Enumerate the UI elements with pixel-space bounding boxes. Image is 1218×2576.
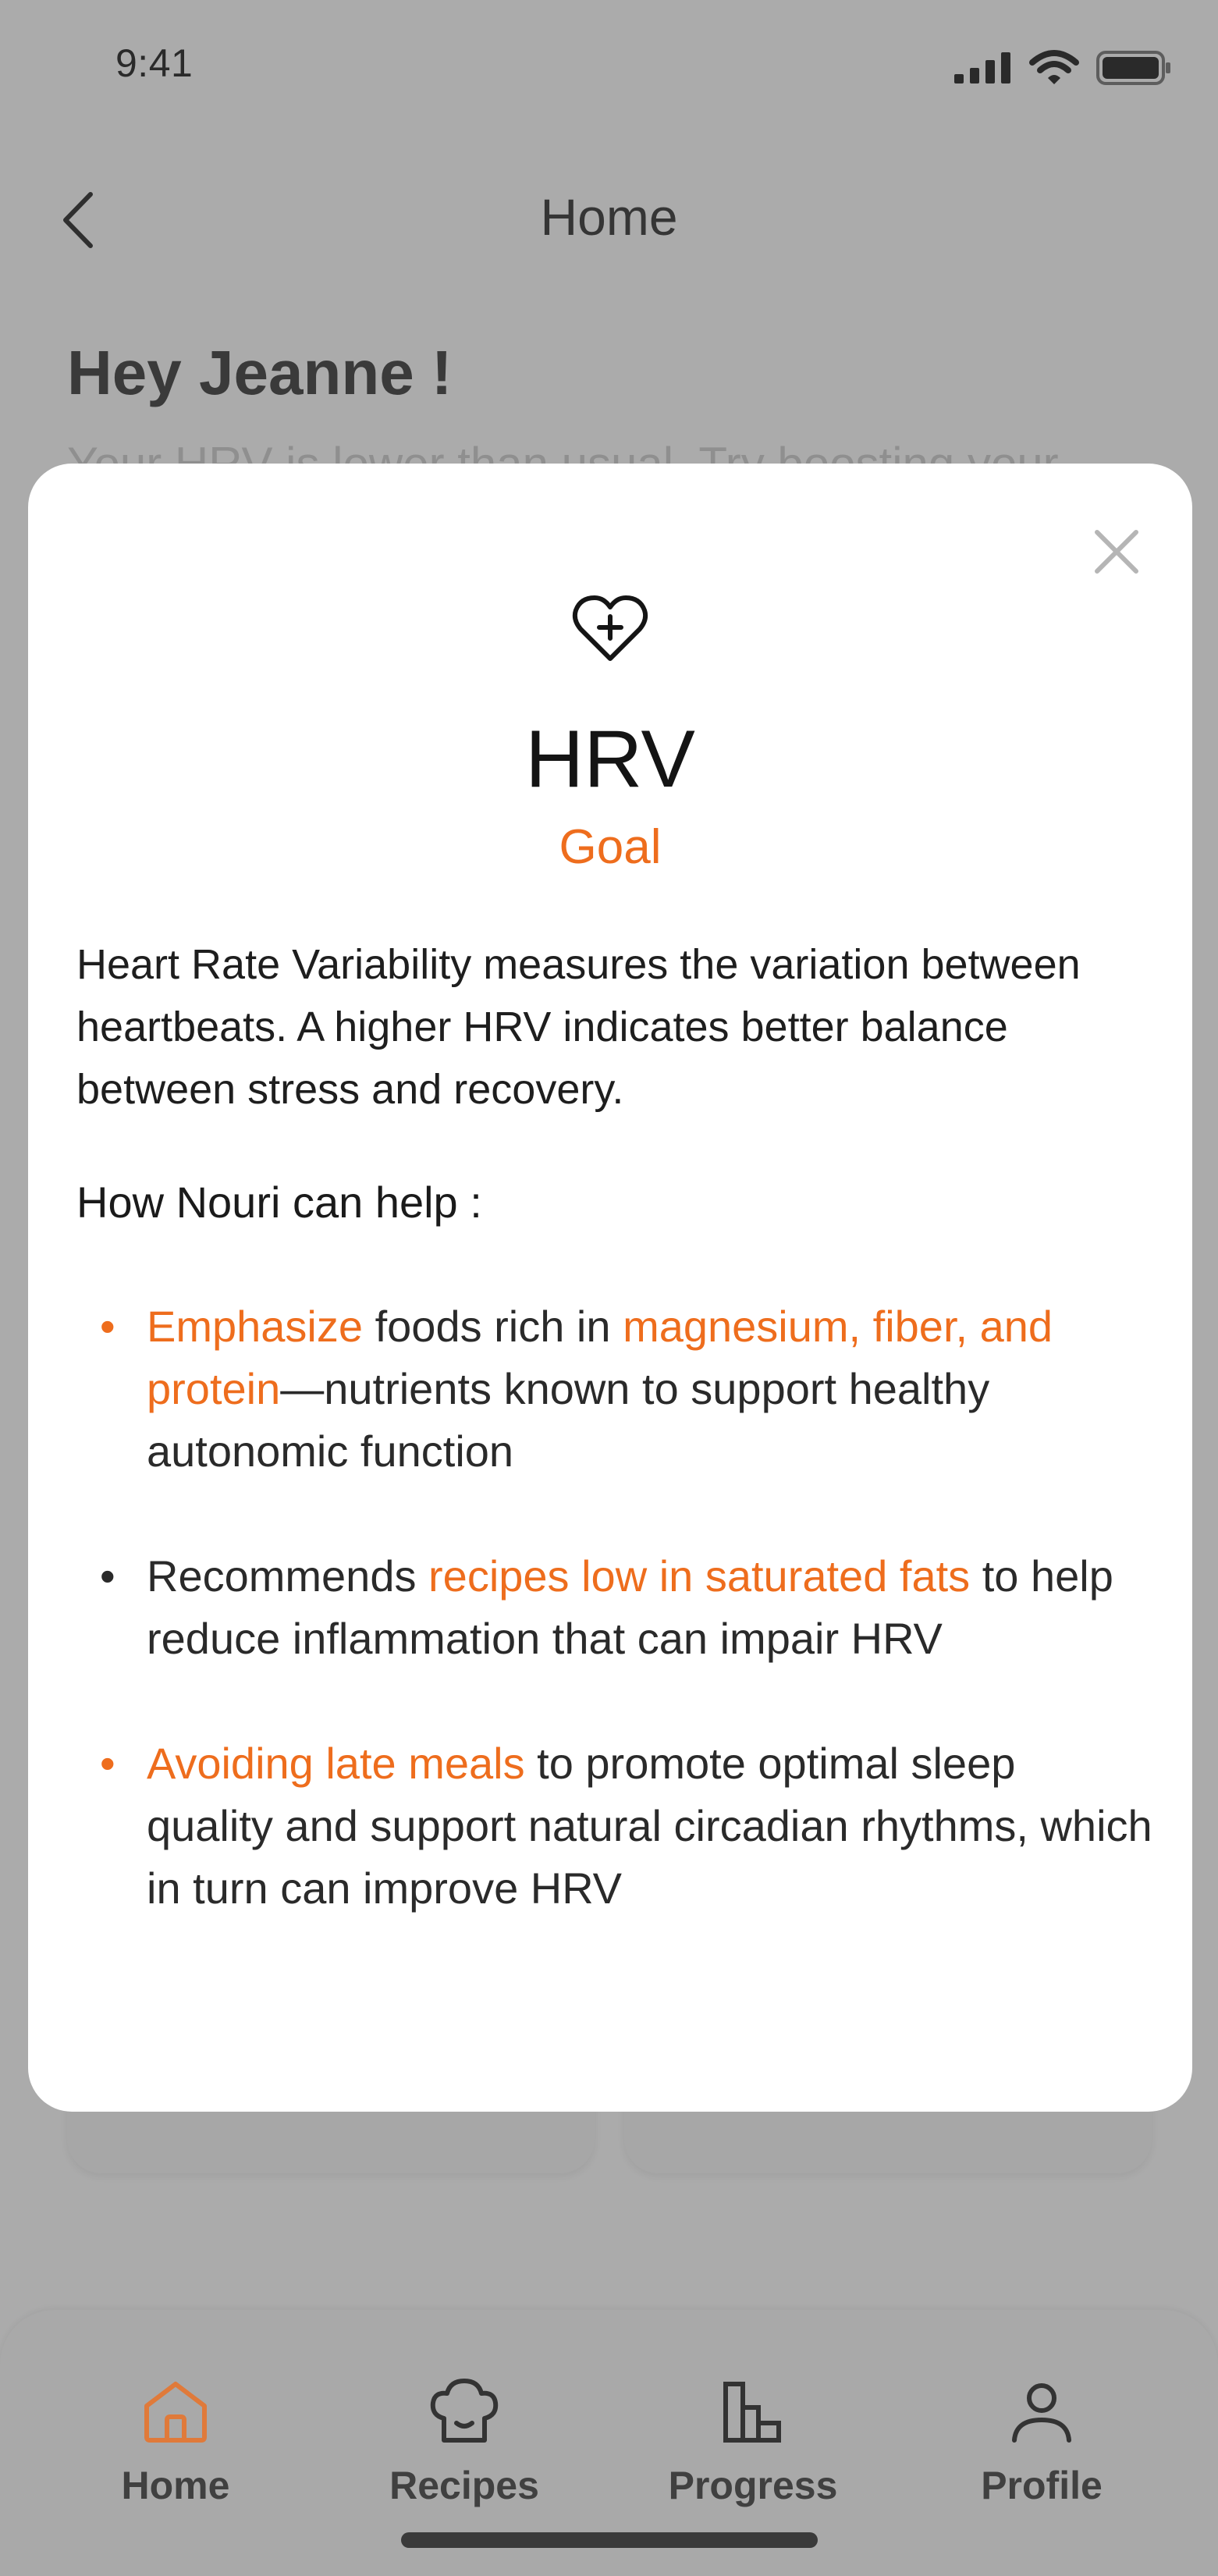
bullet-dot: •: [100, 1739, 115, 1788]
battery-icon: [1096, 51, 1171, 85]
bullet-dot: •: [100, 1551, 115, 1601]
hrv-description: Heart Rate Variability measures the variation between heartbeats. A higher HRV indicates better balance between stress and recovery.: [76, 941, 1081, 1113]
help-list: [76, 1295, 1153, 1982]
tab-profile[interactable]: [925, 2372, 1159, 2508]
tab-recipes[interactable]: [347, 2372, 581, 2508]
tab-label: Progress: [668, 2464, 838, 2507]
status-icons: [954, 50, 1171, 86]
tab-label: Recipes: [389, 2464, 539, 2507]
modal-title: HRV: [525, 714, 695, 805]
greeting: Hey Jeanne !: [67, 338, 453, 407]
modal-subtitle: Goal: [559, 820, 662, 874]
help-heading: How Nouri can help :: [76, 1178, 482, 1227]
hrv-info-modal: [28, 464, 1192, 2112]
list-item: • Recommends recipes low in saturated fats to help reduce inflammation that can impair HRV: [76, 1545, 1153, 1670]
back-button[interactable]: [55, 187, 101, 253]
page-title: Home: [540, 188, 678, 246]
bar-chart-icon: [714, 2372, 792, 2450]
bullet-dot: •: [100, 1302, 115, 1351]
home-icon: [137, 2372, 215, 2450]
heart-plus-icon: [28, 593, 1192, 665]
tab-label: Profile: [981, 2464, 1103, 2507]
close-icon: [1094, 529, 1139, 574]
wifi-icon: [1029, 50, 1079, 86]
cellular-signal-icon: [954, 52, 1012, 83]
status-time: 9:41: [115, 41, 194, 85]
home-indicator: [401, 2532, 818, 2548]
chef-hat-icon: [425, 2372, 503, 2450]
chevron-left-icon: [61, 191, 95, 249]
user-icon: [1003, 2372, 1081, 2450]
close-button[interactable]: [1089, 524, 1144, 579]
tab-label: Home: [121, 2464, 230, 2507]
list-item: • Avoiding late meals to promote optimal sleep quality and support natural circadian rhythms, which in turn can improve HRV: [76, 1732, 1153, 1920]
tab-progress[interactable]: [636, 2372, 870, 2508]
tab-home[interactable]: [59, 2372, 293, 2508]
list-item: • Emphasize foods rich in magnesium, fiber, and protein—nutrients known to support healthy autonomic function: [76, 1295, 1153, 1483]
